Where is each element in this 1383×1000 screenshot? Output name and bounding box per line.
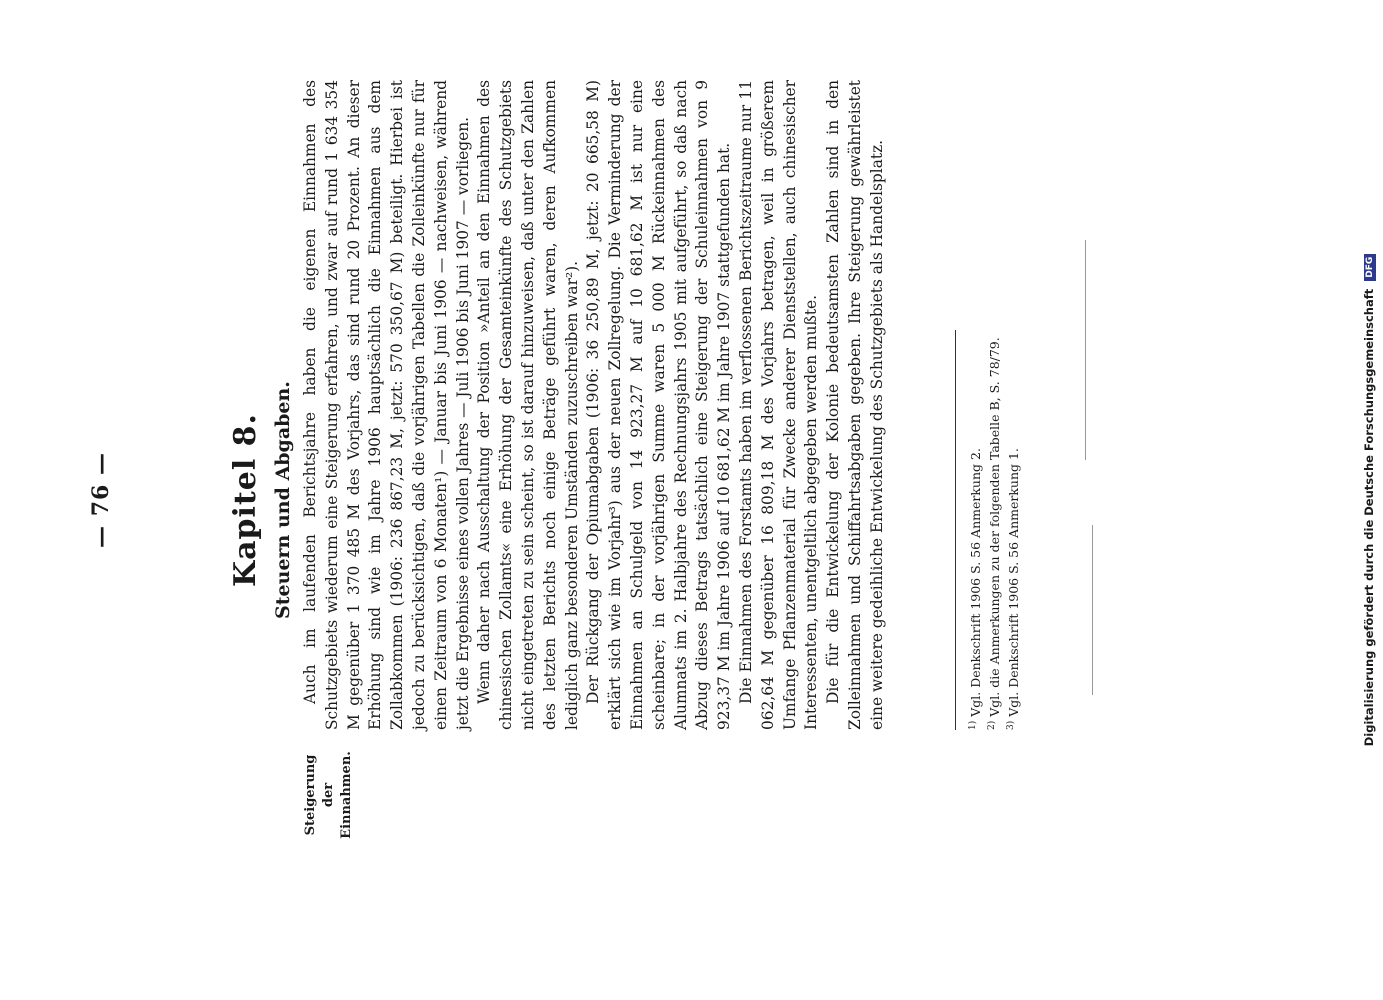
paragraph: Auch im laufenden Berichtsjahre haben die eigenen Einnahmen des Schutzgebiets wiederum eine Steigerung erfahren, und zwar auf rund 1 634 354 M gegenüber 1 370 485 M des Vorjahrs, das sind rund 20 Prozent. An dieser Erhöhung sind wie im Jahre 1906 hauptsächlich die Einnahmen aus dem Zollabkommen (1906: 236 867,23 M, jetzt: 570 350,67 M) beteiligt. Hierbei ist jedoch zu berücksichtigen, daß die vorjährigen Tabellen die Zolleinkünfte nur für einen Zeitraum von 6 Monaten¹) — Januar bis Juni 1906 — nachweisen, während jetzt die Ergebnisse eines vollen Jahres — Juli 1906 bis Juni 1907 — vorliegen. [301, 80, 472, 730]
footnote-divider [955, 330, 956, 730]
footnote-mark: 3) [1006, 720, 1017, 730]
paragraph: Die Einnahmen des Forstamts haben im verflossenen Berichtszeitraume nur 11 062,64 M gegenüber 16 809,18 M des Vorjahrs betragen, weil in größerem Umfange Pflanzenmaterial für Zwecke anderer Dienststellen, auch chinesischer Interessenten, unentgeltlich abgegeben werden mußte. [736, 80, 821, 730]
footnote [1003, 90, 1022, 730]
footnote-mark: 2) [987, 720, 998, 730]
dfg-logo: DFG [1364, 254, 1376, 281]
scan-artifact-line [1092, 525, 1093, 695]
marginal-note: Steigerung der Einnahmen. [303, 751, 354, 839]
footnote-text: Vgl. Denkschrift 1906 S. 56 Anmerkung 2. [968, 448, 984, 717]
scan-artifact-line [1085, 240, 1086, 460]
footnote [965, 90, 984, 730]
footnote-text: Vgl. Denkschrift 1906 S. 56 Anmerkung 1. [1006, 448, 1022, 717]
footnote-text: Vgl. die Anmerkungen zu der folgenden Tabelle B, S. 78/79. [987, 337, 1003, 717]
footnote [984, 90, 1003, 730]
footnote-mark: 1) [968, 720, 978, 730]
section-title: Steuern und Abgaben. [272, 381, 294, 619]
body-text [300, 80, 889, 730]
paragraph: Die für die Entwickelung der Kolonie bedeutsamsten Zahlen sind in den Zolleinnahmen und Schiffahrtsabgaben gegeben. Ihre Steigerung gewährleistet eine weitere gedeihliche Entwickelung des Schutzgebiets als Handelsplatz. [824, 80, 886, 730]
paragraph: Wenn daher nach Ausschaltung der Position »Anteil an den Einnahmen des chinesischen Zollamts« eine Erhöhung der Gesamteinkünfte des Schutzgebiets nicht eingetreten zu sein scheint, so ist darauf hinzuweisen, daß unter den Zahlen des letzten Berichts noch einige Beträge geführt waren, deren Aufkommen lediglich ganz besonderen Umständen zuzuschreiben war²). [475, 80, 581, 730]
digitization-text: Digitalisierung gefördert durch die Deutsche Forschungsgemeinschaft [1362, 288, 1376, 747]
paragraph: Der Rückgang der Opiumabgaben (1906: 36 250,89 M, jetzt: 20 665,58 M) erklärt sich wie im Vorjahr³) aus der neuen Zollregelung. Die Verminderung der Einnahmen an Schulgeld von 14 923,27 M auf 10 681,62 M ist nur eine scheinbare; in der vorjährigen Summe waren 5 000 M Rückeinnahmen des Alumnats im 2. Halbjahre des Rechnungsjahrs 1905 mit aufgeführt, so daß nach Abzug dieses Betrags tatsächlich eine Steigerung der Schuleinnahmen von 9 923,37 M im Jahre 1906 auf 10 681,62 M im Jahre 1907 stattgefunden hat. [584, 80, 734, 730]
page-number: — 76 — [88, 452, 114, 548]
footnotes [965, 90, 1022, 730]
digitization-credit [1362, 40, 1376, 960]
chapter-title: Kapitel 8. [228, 413, 263, 587]
